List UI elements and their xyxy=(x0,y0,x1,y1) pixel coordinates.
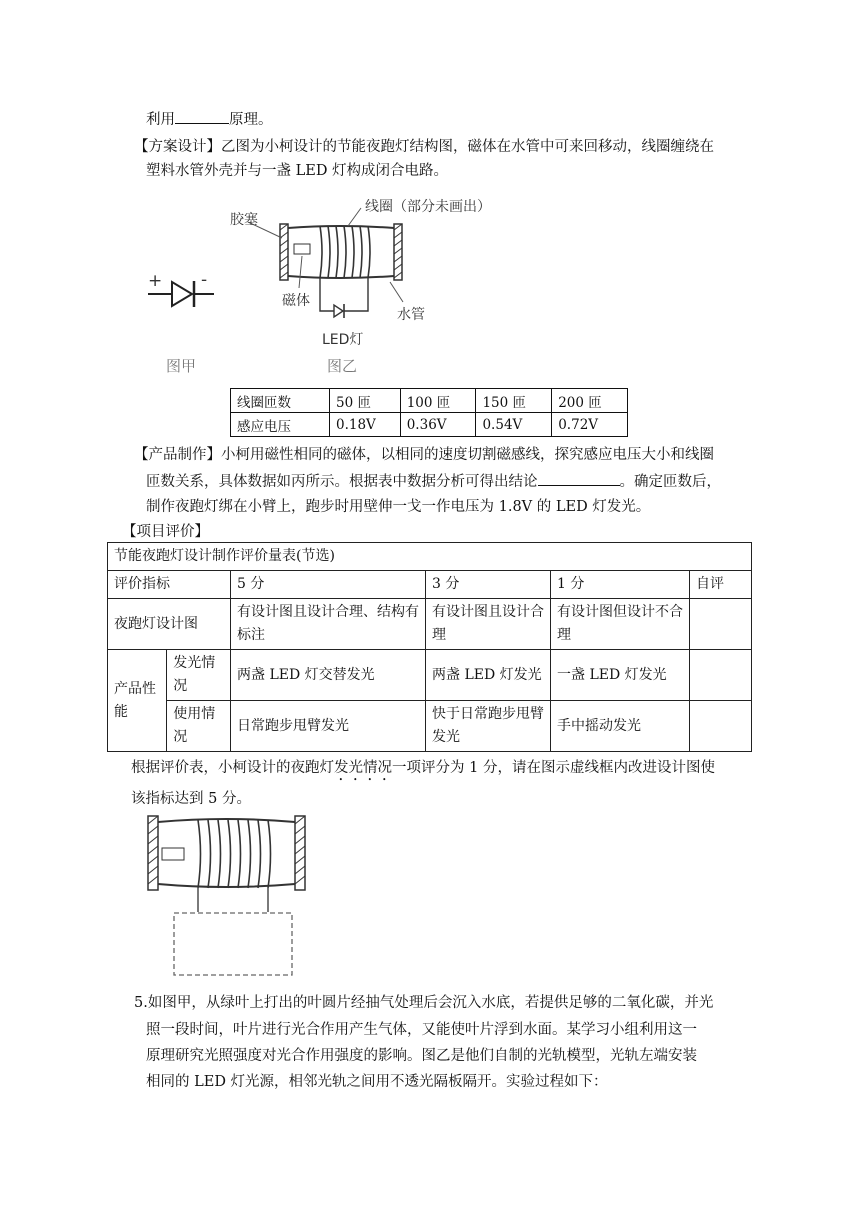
production-line-2 xyxy=(146,471,721,492)
table-row xyxy=(108,701,752,752)
coil xyxy=(320,226,370,278)
design-line-2 xyxy=(146,161,448,181)
evaluation-title: 节能夜跑灯设计制作评价量表(节选) xyxy=(108,543,752,571)
answer-blank-1[interactable] xyxy=(175,109,229,124)
question-line-1 xyxy=(131,758,715,784)
self-eval-cell[interactable] xyxy=(690,650,752,701)
table-cell: 一盏 LED 灯发光 xyxy=(551,650,690,701)
table-cell: 有设计图且设计合理、结构有标注 xyxy=(231,599,426,650)
table-row xyxy=(231,413,628,437)
self-eval-cell[interactable] xyxy=(690,701,752,752)
q5-line-1: 5.如图甲，从绿叶上打出的叶圆片经抽气处理后会沉入水底，若提供足够的二氧化碳，并光 xyxy=(134,995,714,1011)
production-text-1: 小柯用磁性相同的磁体，以相同的速度切割磁感线，探究感应电压大小和线圈 xyxy=(221,447,714,463)
table-cell: 线圈匝数 xyxy=(231,389,330,413)
table-header: 3 分 xyxy=(426,571,551,599)
pipe-label: 水管 xyxy=(397,307,425,323)
magnet-label: 磁体 xyxy=(282,293,310,309)
question-line-2: 该指标达到 5 分。 xyxy=(131,791,251,807)
table-cell: 100 匝 xyxy=(400,389,476,413)
improvement-figure xyxy=(140,812,320,980)
q5-line-2: 照一段时间，叶片进行光合作用产生气体，又能使叶片浮到水面。某学习小组利用这一 xyxy=(146,1022,697,1038)
emphasized-text: 发光情况 xyxy=(334,760,392,776)
table-cell: 感应电压 xyxy=(231,413,330,437)
table-header: 1 分 xyxy=(551,571,690,599)
table-row xyxy=(231,389,628,413)
evaluation-table xyxy=(107,542,752,752)
table-cell: 有设计图且设计合理 xyxy=(426,599,551,650)
production-line-3 xyxy=(146,497,650,517)
table-header: 自评 xyxy=(690,571,752,599)
diode-plus-label: + xyxy=(148,271,163,291)
table-header: 评价指标 xyxy=(108,571,231,599)
table-row xyxy=(108,599,752,650)
design-line-1 xyxy=(134,137,714,157)
turns-voltage-table xyxy=(230,388,628,437)
production-text-3: 制作夜跑灯绑在小臂上，跑步时用壁伸一戈一作电压为 1.8V 的 LED 灯发光。 xyxy=(146,499,651,515)
coil-label: 线圈（部分未画出） xyxy=(365,199,491,215)
table-cell: 150 匝 xyxy=(476,389,552,413)
table-row xyxy=(108,571,752,599)
table-cell: 200 匝 xyxy=(552,389,628,413)
diode-minus-label: - xyxy=(201,270,208,290)
evaluation-tag: 【项目评价】 xyxy=(122,524,209,540)
intro-prefix: 利用 xyxy=(146,112,175,128)
table-cell: 使用情况 xyxy=(167,701,231,752)
table-cell: 快于日常跑步甩臂发光 xyxy=(426,701,551,752)
left-stopper xyxy=(280,224,288,280)
table-header: 5 分 xyxy=(231,571,426,599)
led-label: LED灯 xyxy=(322,332,364,348)
table-cell: 日常跑步甩臂发光 xyxy=(231,701,426,752)
production-line-1 xyxy=(134,445,714,465)
table-cell: 50 匝 xyxy=(330,389,401,413)
question-text-1a: 根据评价表，小柯设计的夜跑灯 xyxy=(131,760,334,776)
fig-b-caption: 图乙 xyxy=(327,357,358,375)
stopper-label: 胶塞 xyxy=(230,212,258,228)
intro-suffix: 原理。 xyxy=(229,112,273,128)
table-row xyxy=(108,650,752,701)
intro-line xyxy=(146,109,273,130)
design-text-1: 乙图为小柯设计的节能夜跑灯结构图，磁体在水管中可来回移动，线圈缠绕在 xyxy=(221,139,714,155)
coil xyxy=(198,820,271,888)
q5-line-3: 原理研究光照强度对光合作用强度的影响。图乙是他们自制的光轨模型，光轨左端安装 xyxy=(146,1048,697,1064)
table-cell: 0.54V xyxy=(476,413,552,437)
production-text-2b: 。确定匝数后， xyxy=(619,474,721,490)
table-cell: 手中摇动发光 xyxy=(551,701,690,752)
production-tag: 【产品制作】 xyxy=(134,447,221,463)
table-cell: 发光情况 xyxy=(167,650,231,701)
table-cell: 0.72V xyxy=(552,413,628,437)
table-row xyxy=(108,543,752,571)
table-cell: 两盏 LED 灯交替发光 xyxy=(231,650,426,701)
table-cell: 有设计图但设计不合理 xyxy=(551,599,690,650)
production-text-2a: 匝数关系，具体数据如丙所示。根据表中数据分析可得出结论 xyxy=(146,474,538,490)
q5-line-4: 相同的 LED 灯光源，相邻光轨之间用不透光隔板隔开。实验过程如下： xyxy=(146,1074,608,1090)
table-cell: 两盏 LED 灯发光 xyxy=(426,650,551,701)
design-text-2: 塑料水管外壳并与一盏 LED 灯构成闭合电路。 xyxy=(146,163,449,179)
table-cell: 0.18V xyxy=(330,413,401,437)
magnet xyxy=(294,244,310,254)
table-cell: 0.36V xyxy=(400,413,476,437)
question-text-1b: 一项评分为 1 分，请在图示虚线框内改进设计图使 xyxy=(392,760,715,776)
answer-blank-2[interactable] xyxy=(538,471,620,486)
left-stopper xyxy=(148,816,158,890)
fig-a-caption: 图甲 xyxy=(166,357,197,375)
right-stopper xyxy=(394,224,402,280)
right-stopper xyxy=(295,816,305,890)
self-eval-cell[interactable] xyxy=(690,599,752,650)
table-cell: 产品性能 xyxy=(108,650,167,752)
table-cell: 夜跑灯设计图 xyxy=(108,599,231,650)
drawing-dashed-box[interactable] xyxy=(174,913,292,975)
magnet xyxy=(162,848,184,860)
design-tag: 【方案设计】 xyxy=(134,139,221,155)
